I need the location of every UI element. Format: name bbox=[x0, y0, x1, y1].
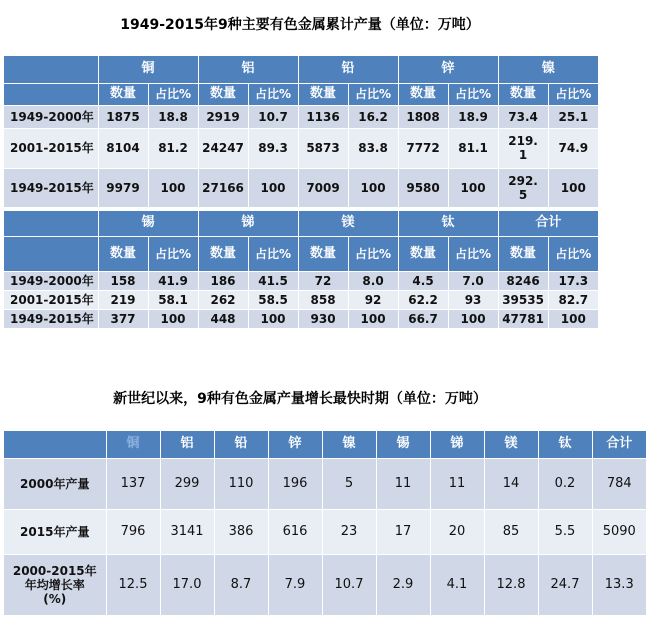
table-cell: 796 bbox=[106, 509, 160, 554]
corner-cell bbox=[4, 56, 98, 83]
row-label: 1949-2000年 bbox=[4, 105, 98, 128]
row-label: 2000年产量 bbox=[4, 458, 106, 509]
table-cell: 17.3 bbox=[548, 271, 598, 290]
row-label: 1949-2015年 bbox=[4, 309, 98, 328]
table-cell: 39535 bbox=[498, 290, 548, 309]
table-cell: 23 bbox=[322, 509, 376, 554]
table-cell: 12.5 bbox=[106, 554, 160, 615]
table-cell: 81.2 bbox=[148, 128, 198, 168]
subheader-quantity: 数量 bbox=[398, 236, 448, 271]
table-cell: 72 bbox=[298, 271, 348, 290]
table-cell: 62.2 bbox=[398, 290, 448, 309]
subheader-share: 占比% bbox=[448, 83, 498, 105]
table-cell: 219 bbox=[98, 290, 148, 309]
subheader-share: 占比% bbox=[548, 83, 598, 105]
table-cell: 93 bbox=[448, 290, 498, 309]
table-cell: 9580 bbox=[398, 168, 448, 207]
table-cell: 27166 bbox=[198, 168, 248, 207]
table-cell: 7772 bbox=[398, 128, 448, 168]
table-cell: 5090 bbox=[592, 509, 646, 554]
table-cell: 1875 bbox=[98, 105, 148, 128]
table-cell: 292. 5 bbox=[498, 168, 548, 207]
metal-header: 铅 bbox=[298, 56, 398, 83]
table-cell: 10.7 bbox=[322, 554, 376, 615]
subheader-share: 占比% bbox=[248, 236, 298, 271]
metal-header: 锡 bbox=[98, 211, 198, 236]
metal-header: 镁 bbox=[484, 431, 538, 458]
subheader-row bbox=[4, 83, 598, 105]
table-cell: 2919 bbox=[198, 105, 248, 128]
corner-cell bbox=[4, 431, 106, 458]
table-cell: 12.8 bbox=[484, 554, 538, 615]
table-cell: 11 bbox=[430, 458, 484, 509]
cumulative-output-table-part1 bbox=[4, 56, 598, 208]
corner-cell bbox=[4, 83, 98, 105]
row-label: 2001-2015年 bbox=[4, 128, 98, 168]
table-cell: 5.5 bbox=[538, 509, 592, 554]
metal-header: 锌 bbox=[398, 56, 498, 83]
subheader-quantity: 数量 bbox=[298, 236, 348, 271]
row-label: 1949-2015年 bbox=[4, 168, 98, 207]
subheader-row bbox=[4, 236, 598, 271]
table-cell: 262 bbox=[198, 290, 248, 309]
table-cell: 24247 bbox=[198, 128, 248, 168]
table-cell: 100 bbox=[148, 309, 198, 328]
table-cell: 219. 1 bbox=[498, 128, 548, 168]
table-cell: 0.2 bbox=[538, 458, 592, 509]
table-cell: 100 bbox=[548, 168, 598, 207]
table-cell: 110 bbox=[214, 458, 268, 509]
subheader-share: 占比% bbox=[348, 83, 398, 105]
table-cell: 616 bbox=[268, 509, 322, 554]
metal-header: 钛 bbox=[398, 211, 498, 236]
subheader-quantity: 数量 bbox=[98, 83, 148, 105]
metal-header: 锑 bbox=[198, 211, 298, 236]
table-cell: 1136 bbox=[298, 105, 348, 128]
table-cell: 14 bbox=[484, 458, 538, 509]
table-cell: 73.4 bbox=[498, 105, 548, 128]
table-cell: 930 bbox=[298, 309, 348, 328]
table-cell: 7.0 bbox=[448, 271, 498, 290]
metal-header-row bbox=[4, 431, 646, 458]
metal-header: 锑 bbox=[430, 431, 484, 458]
table-cell: 8246 bbox=[498, 271, 548, 290]
table-cell: 448 bbox=[198, 309, 248, 328]
table2-title: 新世纪以来，9种有色金属产量增长最快时期（单位：万吨） bbox=[113, 391, 487, 407]
subheader-quantity: 数量 bbox=[198, 236, 248, 271]
metal-header: 镍 bbox=[322, 431, 376, 458]
metal-header: 钛 bbox=[538, 431, 592, 458]
metal-header: 合计 bbox=[498, 211, 598, 236]
table-cell: 82.7 bbox=[548, 290, 598, 309]
table-cell: 7009 bbox=[298, 168, 348, 207]
subheader-share: 占比% bbox=[448, 236, 498, 271]
metal-header: 镁 bbox=[298, 211, 398, 236]
table-cell: 196 bbox=[268, 458, 322, 509]
table-cell: 17 bbox=[376, 509, 430, 554]
table-cell: 5873 bbox=[298, 128, 348, 168]
corner-cell bbox=[4, 236, 98, 271]
table-row bbox=[4, 271, 598, 290]
subheader-share: 占比% bbox=[148, 236, 198, 271]
table-cell: 100 bbox=[348, 309, 398, 328]
row-label: 1949-2000年 bbox=[4, 271, 98, 290]
table-cell: 8104 bbox=[98, 128, 148, 168]
table-cell: 47781 bbox=[498, 309, 548, 328]
table-row bbox=[4, 105, 598, 128]
table-cell: 4.5 bbox=[398, 271, 448, 290]
table-row bbox=[4, 509, 646, 554]
metal-header-row bbox=[4, 211, 598, 236]
subheader-share: 占比% bbox=[248, 83, 298, 105]
table-row bbox=[4, 458, 646, 509]
table-cell: 186 bbox=[198, 271, 248, 290]
table-cell: 100 bbox=[448, 309, 498, 328]
table-row bbox=[4, 554, 646, 615]
row-label: 2001-2015年 bbox=[4, 290, 98, 309]
subheader-share: 占比% bbox=[348, 236, 398, 271]
table-cell: 3141 bbox=[160, 509, 214, 554]
table-cell: 83.8 bbox=[348, 128, 398, 168]
table-cell: 18.8 bbox=[148, 105, 198, 128]
table-cell: 17.0 bbox=[160, 554, 214, 615]
table-row bbox=[4, 309, 598, 328]
table-row bbox=[4, 168, 598, 207]
table-cell: 41.9 bbox=[148, 271, 198, 290]
table-cell: 299 bbox=[160, 458, 214, 509]
table-cell: 92 bbox=[348, 290, 398, 309]
metal-header: 铝 bbox=[160, 431, 214, 458]
metal-header: 锡 bbox=[376, 431, 430, 458]
table-row bbox=[4, 290, 598, 309]
subheader-quantity: 数量 bbox=[298, 83, 348, 105]
table-cell: 66.7 bbox=[398, 309, 448, 328]
table-cell: 13.3 bbox=[592, 554, 646, 615]
table-cell: 100 bbox=[348, 168, 398, 207]
metal-header: 锌 bbox=[268, 431, 322, 458]
table-cell: 24.7 bbox=[538, 554, 592, 615]
table-cell: 158 bbox=[98, 271, 148, 290]
table-cell: 5 bbox=[322, 458, 376, 509]
row-label: 2015年产量 bbox=[4, 509, 106, 554]
table-cell: 858 bbox=[298, 290, 348, 309]
corner-cell bbox=[4, 211, 98, 236]
metal-header-row bbox=[4, 56, 598, 83]
table-cell: 89.3 bbox=[248, 128, 298, 168]
metal-header: 铝 bbox=[198, 56, 298, 83]
table-cell: 18.9 bbox=[448, 105, 498, 128]
table1-title: 1949-2015年9种主要有色金属累计产量（单位：万吨） bbox=[120, 17, 480, 33]
growth-period-table bbox=[4, 431, 646, 616]
table-cell: 16.2 bbox=[348, 105, 398, 128]
table-cell: 100 bbox=[248, 309, 298, 328]
table-row bbox=[4, 128, 598, 168]
table-cell: 784 bbox=[592, 458, 646, 509]
metal-header: 铜 bbox=[98, 56, 198, 83]
subheader-quantity: 数量 bbox=[198, 83, 248, 105]
row-label: 2000-2015年 年均增长率 (%) bbox=[4, 554, 106, 615]
table-cell: 25.1 bbox=[548, 105, 598, 128]
cumulative-output-table-part2 bbox=[4, 211, 598, 329]
table-cell: 377 bbox=[98, 309, 148, 328]
metal-header: 铜 bbox=[106, 431, 160, 458]
subheader-quantity: 数量 bbox=[498, 83, 548, 105]
table-cell: 58.5 bbox=[248, 290, 298, 309]
table-cell: 2.9 bbox=[376, 554, 430, 615]
metal-header: 镍 bbox=[498, 56, 598, 83]
table-cell: 20 bbox=[430, 509, 484, 554]
table-cell: 1808 bbox=[398, 105, 448, 128]
table-cell: 100 bbox=[148, 168, 198, 207]
table-cell: 74.9 bbox=[548, 128, 598, 168]
table-cell: 85 bbox=[484, 509, 538, 554]
metal-header: 合计 bbox=[592, 431, 646, 458]
table-cell: 137 bbox=[106, 458, 160, 509]
table-cell: 100 bbox=[248, 168, 298, 207]
table-cell: 386 bbox=[214, 509, 268, 554]
table-cell: 8.7 bbox=[214, 554, 268, 615]
table-cell: 8.0 bbox=[348, 271, 398, 290]
table-cell: 7.9 bbox=[268, 554, 322, 615]
subheader-quantity: 数量 bbox=[398, 83, 448, 105]
table-cell: 11 bbox=[376, 458, 430, 509]
table-cell: 81.1 bbox=[448, 128, 498, 168]
table-cell: 41.5 bbox=[248, 271, 298, 290]
table-cell: 9979 bbox=[98, 168, 148, 207]
table-cell: 58.1 bbox=[148, 290, 198, 309]
subheader-quantity: 数量 bbox=[98, 236, 148, 271]
table-cell: 4.1 bbox=[430, 554, 484, 615]
subheader-share: 占比% bbox=[148, 83, 198, 105]
table-cell: 100 bbox=[448, 168, 498, 207]
table-cell: 10.7 bbox=[248, 105, 298, 128]
table-cell: 100 bbox=[548, 309, 598, 328]
subheader-share: 占比% bbox=[548, 236, 598, 271]
metal-header: 铅 bbox=[214, 431, 268, 458]
subheader-quantity: 数量 bbox=[498, 236, 548, 271]
